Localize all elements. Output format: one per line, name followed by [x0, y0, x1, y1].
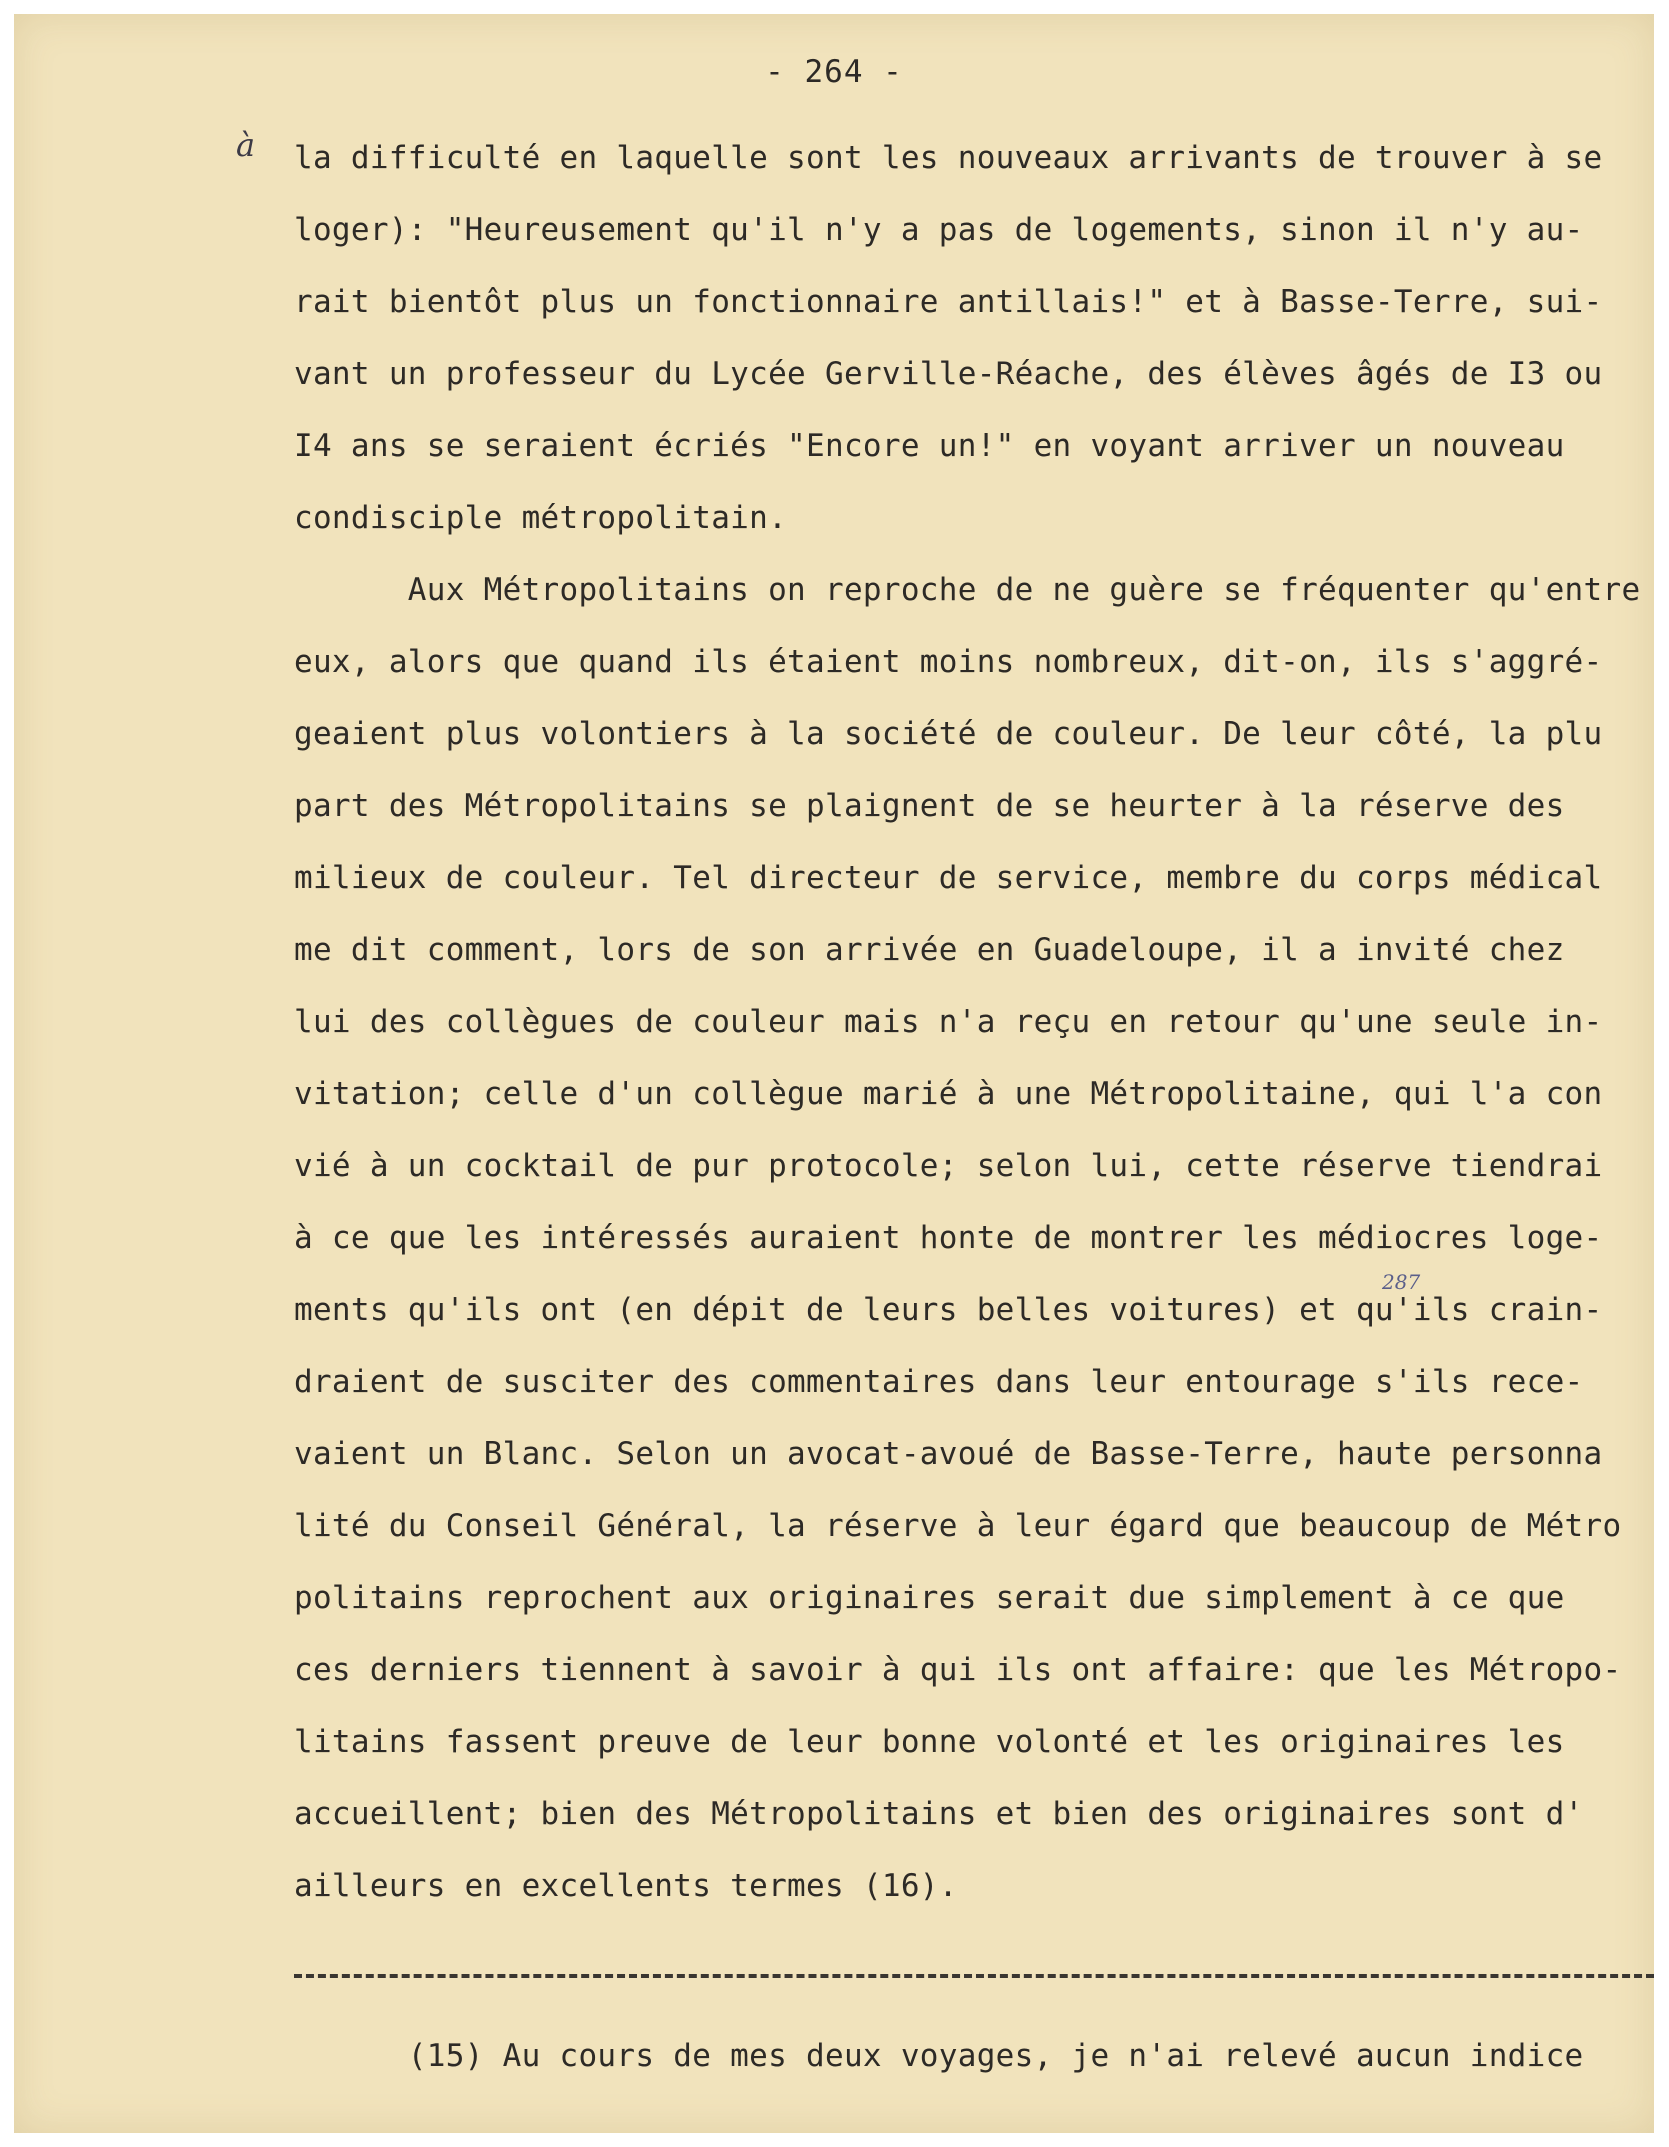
text-line: part des Métropolitains se plaignent de se heurter à la réserve des	[294, 788, 1565, 824]
handwritten-annotation: 287	[1382, 1270, 1421, 1294]
typewritten-page	[14, 14, 1654, 2133]
text-line: geaient plus volontiers à la société de couleur. De leur côté, la plu	[294, 716, 1603, 752]
footnote-separator	[294, 1974, 1654, 1978]
text-line: me dit comment, lors de son arrivée en Guadeloupe, il a invité chez	[294, 932, 1565, 968]
text-line: accueillent; bien des Métropolitains et bien des originaires sont d'	[294, 1796, 1584, 1832]
footnote-line: (15) Au cours de mes deux voyages, je n'ai relevé aucun indice	[294, 2038, 1584, 2074]
footnote	[294, 2020, 1654, 2092]
text-line: vitation; celle d'un collègue marié à une Métropolitaine, qui l'a con	[294, 1076, 1603, 1112]
text-line: draient de susciter des commentaires dans leur entourage s'ils rece-	[294, 1364, 1584, 1400]
text-line: vaient un Blanc. Selon un avocat-avoué de Basse-Terre, haute personna	[294, 1436, 1603, 1472]
text-line: Aux Métropolitains on reproche de ne guère se fréquenter qu'entre	[294, 572, 1641, 608]
text-line: politains reprochent aux originaires serait due simplement à ce que	[294, 1580, 1565, 1616]
text-line: condisciple métropolitain.	[294, 500, 788, 536]
text-line: lui des collègues de couleur mais n'a reçu en retour qu'une seule in-	[294, 1004, 1603, 1040]
page-number: - 264 -	[765, 54, 903, 90]
text-line: ces derniers tiennent à savoir à qui ils ont affaire: que les Métropo-	[294, 1652, 1622, 1688]
handwritten-margin-note: à	[236, 126, 256, 164]
text-line: I4 ans se seraient écriés "Encore un!" en voyant arriver un nouveau	[294, 428, 1565, 464]
text-line: rait bientôt plus un fonctionnaire antillais!" et à Basse-Terre, sui-	[294, 284, 1603, 320]
text-line: ments qu'ils ont (en dépit de leurs belles voitures) et qu'ils crain-	[294, 1292, 1603, 1328]
text-line: eux, alors que quand ils étaient moins nombreux, dit-on, ils s'aggré-	[294, 644, 1603, 680]
text-line: lité du Conseil Général, la réserve à leur égard que beaucoup de Métro	[294, 1508, 1622, 1544]
text-line: à ce que les intéressés auraient honte de montrer les médiocres loge-	[294, 1220, 1603, 1256]
body-text	[294, 122, 1654, 1922]
text-line: loger): "Heureusement qu'il n'y a pas de logements, sinon il n'y au-	[294, 212, 1584, 248]
text-line: vant un professeur du Lycée Gerville-Réache, des élèves âgés de I3 ou	[294, 356, 1603, 392]
text-line: la difficulté en laquelle sont les nouveaux arrivants de trouver à se	[294, 140, 1603, 176]
text-line: milieux de couleur. Tel directeur de service, membre du corps médical	[294, 860, 1603, 896]
text-line: ailleurs en excellents termes (16).	[294, 1868, 958, 1904]
text-line: vié à un cocktail de pur protocole; selon lui, cette réserve tiendrai	[294, 1148, 1603, 1184]
text-line: litains fassent preuve de leur bonne volonté et les originaires les	[294, 1724, 1565, 1760]
